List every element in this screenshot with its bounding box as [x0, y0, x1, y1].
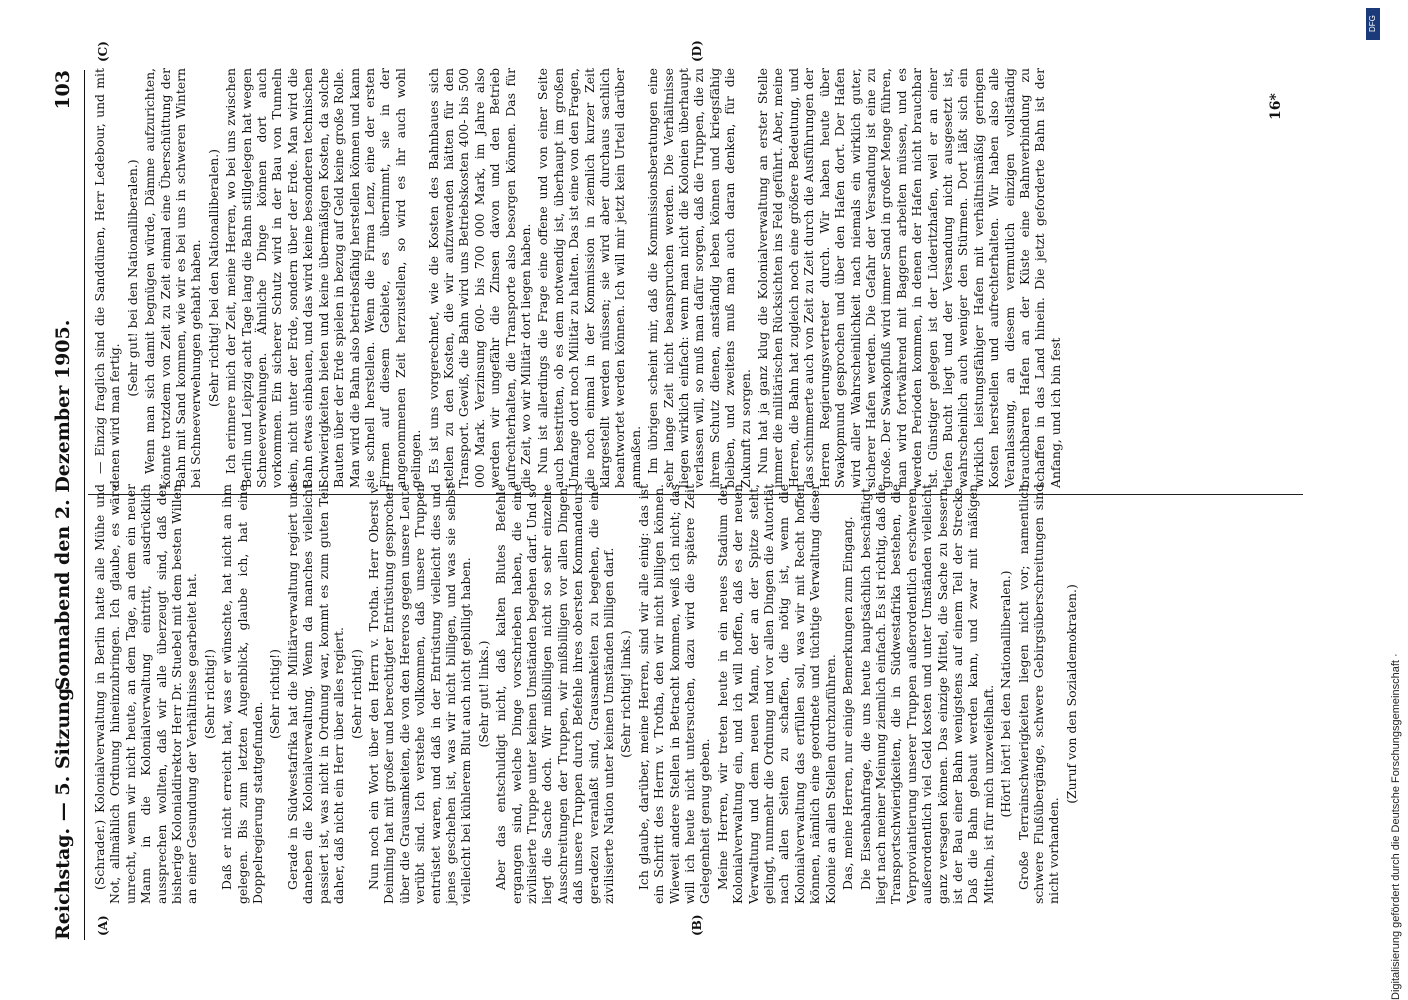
interjection: (Hört! hört! bei den Nationalliberalen.)	[998, 570, 1014, 818]
interjection: (Sehr gut! links.)	[475, 640, 491, 748]
dfg-logo: DFG	[1366, 8, 1380, 40]
margin-mark-a: (A)	[96, 915, 110, 936]
margin-mark-d: (D)	[690, 40, 704, 62]
header-session: Reichstag. — 5. Sitzung.	[52, 681, 74, 940]
paragraph: Im übrigen scheint mir, daß die Kommissionsberatungen eine sehr lange Zeit nicht beanspruchen werden. Die Verhältnisse liegen wirklich einfach: wenn man nicht die Kolonien überhaupt verlassen will, so muß man dafür sorgen, daß die Truppen, die zu ihrem Schutz dienen, anständig leben können und kriegsfähig bleiben, und zweitens muß man auch daran denken, für die Zukunft zu sorgen.	[645, 68, 753, 488]
header-date: Sonnabend den 2. Dezember 1905.	[52, 319, 74, 691]
paragraph: Gerade in Südwestafrika hat die Militärverwaltung regiert und daneben die Kolonialverwaltung. Wenn da manches vielleicht passiert ist, was nicht in Ordnung war, kommt es zum guten Teil daher, daß nicht ein Herr über alles regiert.	[284, 484, 347, 904]
header-rule	[84, 70, 85, 940]
paragraph: Es ist uns vorgerechnet, wie die Kosten des Bahnbaues sich stellen zu den Kosten, die wir aufzuwenden hätten für den Transport. Gewiß, die Bahn wird uns Betriebskosten 400- bis 500 000 Mark. Verzinsung 600- bis 700 000 Mark, im Jahre also werden wir ungefähr die Zinsen davon und den Betrieb aufrechterhalten, die Transporte also besorgen können. Das für die Zeit, wo wir Militär dort liegen haben.	[425, 68, 533, 488]
interjection: (Sehr richtig!)	[201, 649, 217, 739]
digitization-credit: Digitalisierung gefördert durch die Deutsche Forschungsgemeinschaft ·	[1390, 653, 1402, 1000]
paragraph: Das, meine Herren, nur einige Bemerkungen zum Eingang.	[840, 516, 856, 890]
margin-mark-c: (C)	[96, 41, 110, 62]
paragraph: Wenn man sich damit begnügen würde, Dämme aufzurichten, könnte trotzdem von Zeit zu Zeit einmal eine Überschüttung der Bahn mit Sand kommen, wie wir es bei uns in schweren Wintern bei Schneeverwehungen gehabt haben.	[142, 68, 204, 488]
paragraph: Große Terrainschwierigkeiten liegen nicht vor; namentlich schwere Flußübergänge, schwere Gebirgsüberschreitungen sind nicht vorhanden.	[1015, 484, 1062, 904]
paragraph: Daß er nicht erreicht hat, was er wünschte, hat nicht an ihm gelegen. Bis zum letzten Augenblick, glaube ich, hat eine Doppelregierung stattgefunden.	[219, 484, 266, 904]
interjection: (Sehr richtig! bei den Nationalliberalen.)	[205, 149, 221, 407]
interjection: (Zuruf von den Sozialdemokraten.)	[1063, 584, 1079, 804]
paragraph: (Schrader.) Kolonialverwaltung in Berlin hatte alle Mühe und Not, allmählich Ordnung hineinzubringen. Ich glaube, es wäre unrecht, wenn wir nicht heute, an dem Tage, an dem ein neuer Mann in die Kolonialverwaltung eintritt, ausdrücklich aussprechen wollten, daß wir alle überzeugt sind, daß der bisherige Kolonialdirektor Herr Dr. Stuebel mit dem besten Willen an einer Gesundung der Verhältnisse gearbeitet hat.	[92, 484, 200, 904]
paragraph: Meine Herren, wir treten heute in ein neues Stadium der Kolonialverwaltung ein, und ich will hoffen, daß es der neuen Verwaltung und dem neuen Mann, der an der Spitze steht, gelingt, nunmehr die Ordnung und vor allen Dingen die Autorität nach allen Seiten zu schaffen, die nötig ist, wenn die Kolonialverwaltung das erfüllen soll, was wir mit Recht hoffen können, nämlich eine geordnete und tüchtige Verwaltung dieser Kolonie an allen Stellen durchzuführen.	[714, 484, 838, 904]
paragraph: Ich glaube, darüber, meine Herren, sind wir alle einig: das ist ein Schritt des Herrn v. Trotha, den wir nicht billigen können. Wieweit andere Stellen in Betracht kommen, weiß ich nicht; das will ich heute nicht untersuchen, dazu wird die spätere Zeit Gelegenheit genug geben.	[635, 484, 713, 904]
right-column	[92, 68, 1065, 488]
interjection: (Sehr richtig!)	[267, 649, 283, 739]
paragraph: Nun noch ein Wort über den Herrn v. Trotha. Herr Oberst v. Deimling hat mit großer und berechtigter Entrüstung gesprochen über die Grausamkeiten, die von den Hereros gegen unsere Leute verübt sind. Ich verstehe vollkommen, daß unsere Truppen entrüstet waren, und daß in der Entrüstung vielleicht dies und jenes geschehen ist, was wir nicht billigen, und was sie selbst vielleicht bei kühlerem Blut auch nicht gebilligt haben.	[365, 484, 474, 904]
paragraph: Die Eisenbahnfrage, die uns heute hauptsächlich beschäftigt, liegt nach meiner Meinung ziemlich einfach. Es ist richtig, daß die Transportschwierigkeiten, die in Südwestafrika bestehen, die Verproviantierung unserer Truppen außerordentlich erschweren, außerordentlich viel Geld kosten und unter Umständen vielleicht ganz versagen können. Das einzige Mittel, die Sache zu bessern, ist der Bau einer Bahn wenigstens auf einem Teil der Strecke. Daß die Bahn gebaut werden kann, und zwar mit mäßigen Mitteln, ist für mich unzweifelhaft.	[857, 484, 996, 904]
paragraph: — Einzig fraglich sind die Sanddünen, Herr Ledebour, und mit denen wird man fertig.	[92, 68, 123, 488]
paragraph: Nun ist allerdings die Frage eine offene und von einer Seite auch bestritten, ob es dem notwendig ist, überhaupt im großen Umfange dort noch Militär zu halten. Das ist eine von den Fragen, die noch einmal in der Kommission in ziemlich kurzer Zeit klargestellt werden müssen; sie wird aber durchaus sachlich beantwortet werden können. Ich will mir jetzt kein Urteil darüber anmaßen.	[535, 68, 643, 488]
running-header	[52, 70, 80, 940]
interjection: (Sehr gut! bei den Nationalliberalen.)	[124, 159, 140, 397]
margin-mark-b: (B)	[690, 914, 704, 936]
left-column	[92, 484, 1081, 904]
paragraph: Nun hat ja ganz klug die Kolonialverwaltung an erster Stelle immer die militärischen Rücksichten ins Feld geführt. Aber, meine Herren, die Bahn hat zugleich noch eine größere Bedeutung, und das schimmerte auch von Zeit zu Zeit durch die Ausführungen der Herren Regierungsvertreter durch. Wir haben heute über Swakopmund gesprochen und über den Hafen dort. Der Hafen wird aller Wahrscheinlichkeit nach niemals ein wirklich guter, sicherer Hafen werden. Die Gefahr der Versandung ist eine zu große. Der Swakopfluß wird immer Sand in großer Menge führen, man wird fortwährend mit Baggern arbeiten müssen, und es werden Perioden kommen, in denen der Hafen nicht brauchbar ist. Günstiger gelegen ist der Lüderitzhafen, weil er an einer tiefen Bucht liegt und der Versandung nicht ausgesetzt ist, wahrscheinlich auch weniger den Stürmen. Dort läßt sich ein wirklich leistungsfähiger Hafen mit verhältnismäßig geringen Kosten herstellen und aufrechterhalten. Wir haben also alle Veranlassung, an diesem vermutlich einzigen vollständig brauchbaren Hafen an der Küste eine Bahnverbindung zu schaffen in das Land hinein. Die jetzt geforderte Bahn ist der Anfang, und ich bin fest	[755, 68, 1063, 488]
column-divider	[88, 494, 1303, 495]
interjection: (Sehr richtig!)	[348, 649, 364, 739]
page-signature: 16*	[1268, 93, 1284, 120]
digitization-sidebar	[1360, 0, 1402, 1000]
paragraph: Ich erinnere mich der Zeit, meine Herren, wo bei uns zwischen Berlin und Leipzig acht Tage lang die Bahn stillgelegen hat wegen Schneeverwehungen. Ähnliche Dinge können dort auch vorkommen. Ein sicherer Schutz wird in der Bau von Tunneln sein, nicht unter der Erde, sondern über der Erde. Man wird die Bahn etwas einbauen, und das wird keine besonderen technischen Schwierigkeiten bieten und keine übermäßigen Kosten, da solche Bauten über der Erde spielen in bezug auf Geld keine große Rolle. Man wird die Bahn also betriebsfähig herstellen können und kann sie schnell herstellen. Wenn die Firma Lenz, eine der ersten Firmen auf diesem Gebiete, es übernimmt, sie in der angenommenen Zeit herzustellen, so wird es ihr auch wohl gelingen.	[223, 68, 424, 488]
page-number: 103	[52, 70, 74, 110]
paragraph: Aber das entschuldigt nicht, daß kalten Blutes Befehle ergangen sind, welche Dinge vorschrieben haben, die eine zivilisierte Truppe unter keinen Umständen begehen darf. Und so liegt die Sache doch. Wir mißbilligen nicht so sehr einzelne Ausschreitungen der Truppen, wir mißbilligen vor allen Dingen, daß unsere Truppen durch Befehle ihres obersten Kommandeurs geradezu veranlaßt sind, Grausamkeiten zu begehen, die eine zivilisierte Nation unter keinen Umständen billigen darf.	[493, 484, 616, 904]
interjection: (Sehr richtig! links.)	[618, 630, 634, 758]
